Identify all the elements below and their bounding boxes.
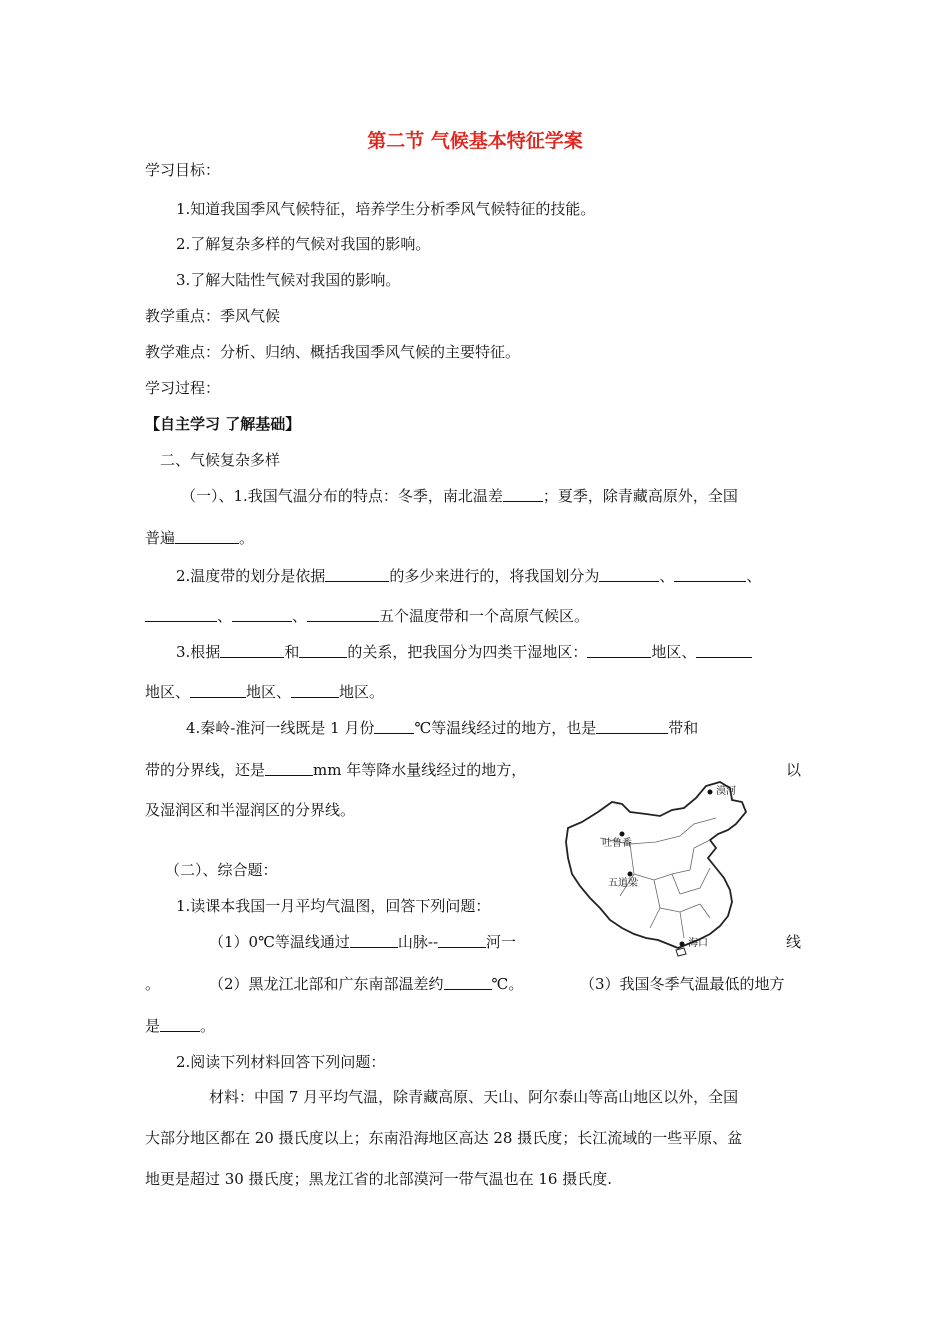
key-point: 教学重点：季风气候 — [145, 307, 281, 325]
section-header: 【自主学习 了解基础】 — [145, 415, 301, 433]
answer-blank[interactable] — [220, 642, 284, 658]
answer-blank[interactable] — [674, 566, 746, 582]
china-map — [560, 778, 750, 958]
page-title: 第二节 气候基本特征学案 — [367, 130, 583, 152]
question-4-line-1: 4.秦岭-淮河一线既是 1 月份 ℃等温线经过的地方，也是 带和 — [186, 719, 699, 737]
question-2-line-1: 2.温度带的划分是依据 的多少来进行的，将我国划分为 、 、 — [176, 567, 762, 585]
map-label-wudaoliang: 五道梁 — [608, 878, 638, 889]
answer-blank[interactable] — [325, 566, 389, 582]
map-label-mohe: 漠河 — [716, 786, 736, 797]
comprehensive-q1-sub2: （2）黑龙江北部和广东南部温差约 ℃。 — [209, 975, 524, 993]
answer-blank[interactable] — [438, 932, 486, 948]
objectives-label: 学习目标： — [145, 161, 221, 179]
objective-item: 3.了解大陆性气候对我国的影响。 — [176, 271, 401, 289]
process-label: 学习过程： — [145, 379, 221, 397]
answer-blank[interactable] — [696, 642, 752, 658]
material-line: 地更是超过 30 摄氏度；黑龙江省的北部漠河一带气温也在 16 摄氏度. — [145, 1170, 613, 1188]
question-4-text: 以 — [786, 761, 802, 779]
answer-blank[interactable] — [599, 566, 659, 582]
comprehensive-q1-intro: 1.读课本我国一月平均气温图，回答下列问题： — [176, 897, 491, 915]
location-dot-wudaoliang — [628, 872, 633, 877]
comprehensive-heading: （二）、综合题： — [165, 861, 278, 879]
comprehensive-q1-sub1-period: 。 — [145, 975, 161, 993]
location-dot-haikou — [680, 942, 685, 947]
question-2-line-2: 、 、 五个温度带和一个高原气候区。 — [145, 606, 589, 626]
comprehensive-q1-sub3-cont: 是 。 — [145, 1017, 216, 1035]
comprehensive-q1-sub1: （1）0℃等温线通过 山脉-- 河一 — [209, 933, 517, 951]
answer-blank[interactable] — [587, 642, 651, 658]
question-4-line-2: 带的分界线，还是 mm 年等降水量线经过的地方， — [145, 761, 527, 779]
china-outline — [566, 782, 746, 948]
answer-blank[interactable] — [160, 1016, 200, 1032]
objective-item: 2.了解复杂多样的气候对我国的影响。 — [176, 235, 431, 253]
answer-blank[interactable] — [444, 974, 492, 990]
location-dot-turpan — [620, 832, 625, 837]
map-label-haikou: 海口 — [688, 938, 708, 949]
answer-blank[interactable] — [299, 642, 347, 658]
answer-blank[interactable] — [265, 760, 313, 776]
question-3-line-1: 3.根据 和 的关系，把我国分为四类干湿地区： 地区、 — [176, 642, 752, 662]
material-line: 材料：中国 7 月平均气温，除青藏高原、天山、阿尔泰山等高山地区以外，全国 — [209, 1088, 739, 1106]
question-4-line-3: 及湿润区和半湿润区的分界线。 — [145, 801, 356, 819]
question-1-line-2: 普遍 。 — [145, 529, 255, 547]
material-line: 大部分地区都在 20 摄氏度以上；东南沿海地区高达 28 摄氏度；长江流域的一些平原、盆 — [145, 1129, 743, 1147]
answer-blank[interactable] — [350, 932, 398, 948]
answer-blank[interactable] — [175, 528, 239, 544]
answer-blank[interactable] — [374, 718, 414, 734]
question-1-line-1: （一）、1.我国气温分布的特点：冬季，南北温差 ；夏季，除青藏高原外，全国 — [181, 487, 738, 505]
map-label-turpan: 吐鲁番 — [602, 838, 632, 849]
answer-blank[interactable] — [291, 682, 339, 698]
comprehensive-q1-sub3: （3）我国冬季气温最低的地方 — [580, 975, 785, 993]
part-two-heading: 二、气候复杂多样 — [160, 451, 281, 469]
difficulty: 教学难点：分析、归纳、概括我国季风气候的主要特征。 — [145, 343, 521, 361]
answer-blank[interactable] — [307, 606, 379, 622]
answer-blank[interactable] — [145, 606, 217, 622]
answer-blank[interactable] — [232, 606, 292, 622]
comprehensive-q2-intro: 2.阅读下列材料回答下列问题： — [176, 1053, 386, 1071]
hainan-island — [676, 948, 686, 956]
question-3-line-2: 地区、 地区、 地区。 — [145, 683, 385, 701]
answer-blank[interactable] — [503, 486, 543, 502]
comprehensive-q1-sub1-end: 线 — [786, 933, 802, 951]
answer-blank[interactable] — [596, 718, 668, 734]
location-dot-mohe — [708, 790, 713, 795]
objective-item: 1.知道我国季风气候特征，培养学生分析季风气候特征的技能。 — [176, 200, 596, 218]
answer-blank[interactable] — [190, 682, 246, 698]
